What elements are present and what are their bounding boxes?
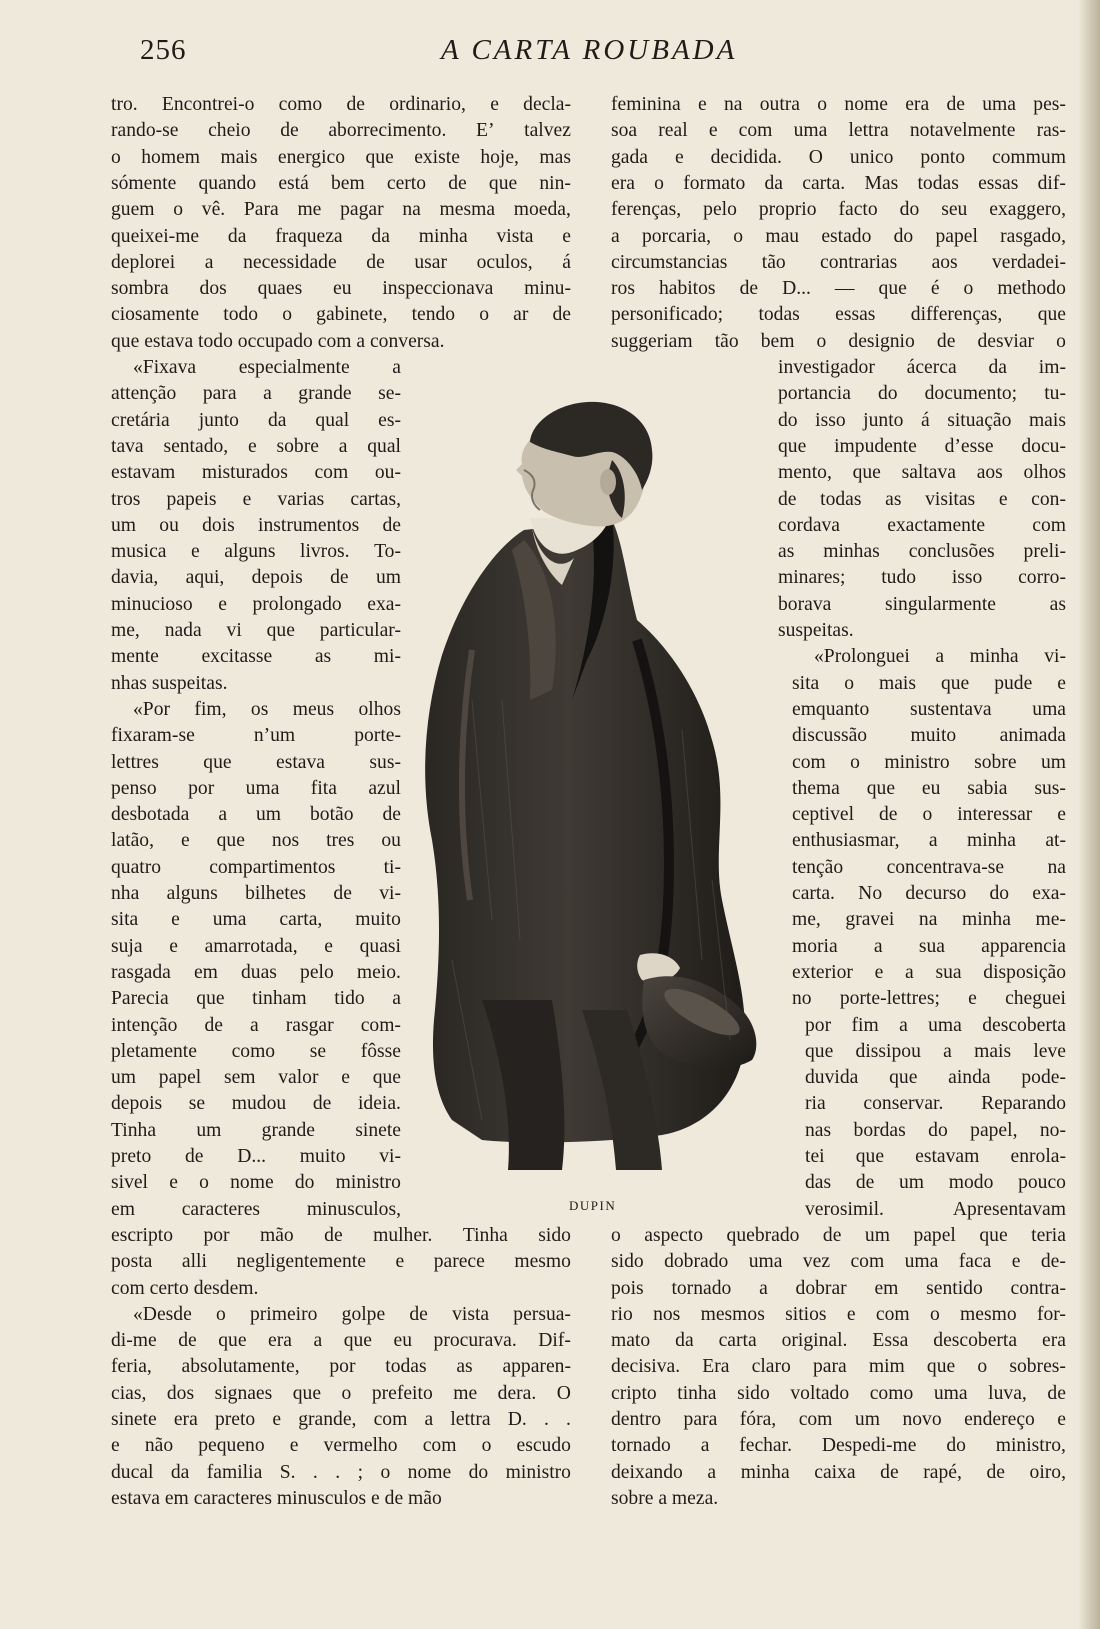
- text-line: com certo desdem.: [111, 1277, 259, 1299]
- text-line: ferenças, pelo proprio facto do seu exaggero,: [611, 199, 1066, 221]
- text-line: «Fixava especialmente a: [133, 357, 401, 378]
- text-line: me, gravei na minha me-: [792, 909, 1066, 931]
- text-line: di-me de que era a que eu procurava. Dif-: [111, 1330, 571, 1352]
- text-line: cripto tinha sido voltado como uma luva, de: [611, 1382, 1066, 1404]
- text-line: portancia do documento; tu-: [778, 383, 1066, 405]
- text-line: guem o vê. Para me pagar na mesma moeda,: [111, 199, 571, 221]
- text-line: davia, aqui, depois de um: [111, 567, 401, 589]
- text-line: sita e uma carta, muito: [111, 909, 401, 931]
- text-line: depois se mudou de ideia.: [111, 1093, 401, 1115]
- text-line: tro. Encontrei-o como de ordinario, e decla-: [111, 94, 571, 115]
- text-line: thema que eu sabia sus-: [792, 777, 1066, 799]
- text-line: Tinha um grande sinete: [111, 1119, 401, 1141]
- text-line: duvida que ainda pode-: [805, 1067, 1066, 1089]
- text-line: rando-se cheio de aborrecimento. E’ talvez: [111, 120, 571, 142]
- text-line: ros habitos de D... — que é o methodo: [611, 278, 1066, 300]
- text-line: queixei-me da fraqueza da minha vista e: [111, 225, 571, 247]
- text-line: ducal da familia S. . . ; o nome do ministro: [111, 1461, 571, 1483]
- text-line: mente excitasse as mi-: [111, 646, 401, 668]
- dupin-portrait-illustration: [412, 400, 772, 1180]
- text-line: a porcaria, o mau estado do papel rasgado,: [611, 225, 1066, 247]
- text-line: sinete era preto e grande, com a lettra D. . .: [111, 1409, 571, 1430]
- text-line: pletamente como se fôsse: [111, 1040, 401, 1062]
- text-line: lettres que estava sus-: [111, 751, 401, 773]
- text-line: circumstancias tão contrarias aos verdadei-: [611, 251, 1066, 273]
- text-line: tros papeis e varias cartas,: [111, 488, 401, 510]
- text-line: suspeitas.: [778, 620, 854, 641]
- text-line: sombra dos quaes eu inspeccionava minu-: [111, 278, 571, 300]
- text-line: deplorei a necessidade de usar oculos, á: [111, 251, 571, 273]
- text-line: penso por uma fita azul: [111, 777, 401, 799]
- text-line: o homem mais energico que existe hoje, mas: [111, 146, 571, 168]
- page-edge-shadow: [1078, 0, 1100, 1629]
- text-line: que impudente d’esse docu-: [778, 435, 1066, 457]
- text-line: desbotada a um botão de: [111, 804, 401, 826]
- text-line: sido dobrado uma vez com uma faca e de-: [611, 1251, 1066, 1273]
- text-line: musica e alguns livros. To-: [111, 541, 401, 563]
- text-line: feminina e na outra o nome era de uma pes-: [611, 94, 1066, 115]
- text-line: borava singularmente as: [778, 593, 1066, 615]
- text-line: cordava exactamente com: [778, 514, 1066, 536]
- text-line: ciosamente todo o gabinete, tendo o ar de: [111, 304, 571, 326]
- text-line: verosimil. Apresentavam: [805, 1198, 1066, 1220]
- running-title: A CARTA ROUBADA: [441, 34, 738, 66]
- text-line: tenção concentrava-se na: [792, 856, 1066, 878]
- text-line: cretária junto da qual es-: [111, 409, 401, 431]
- text-line: as minhas conclusões preli-: [778, 541, 1066, 563]
- text-line: do isso junto á situação mais: [778, 409, 1066, 431]
- text-line: por fim a uma descoberta: [805, 1014, 1066, 1036]
- text-line: soa real e com uma lettra notavelmente ras-: [611, 120, 1066, 142]
- text-line: feria, absolutamente, por todas as apparen-: [111, 1356, 571, 1378]
- text-line: rasgada em duas pelo meio.: [111, 961, 401, 983]
- text-line: carta. No decurso do exa-: [792, 883, 1066, 904]
- text-line: e não pequeno e vermelho com o escudo: [111, 1435, 571, 1457]
- text-line: intenção de a rasgar com-: [111, 1014, 401, 1036]
- text-line: «Por fim, os meus olhos: [133, 698, 401, 720]
- text-line: sobre a meza.: [611, 1487, 719, 1509]
- text-line: ceptivel de o interessar e: [792, 804, 1066, 826]
- text-line: tornado a fechar. Despedi-me do ministro,: [611, 1435, 1066, 1457]
- text-line: mato da carta original. Essa descoberta era: [611, 1330, 1066, 1352]
- text-line: deixando a minha caixa de rapé, de oiro,: [611, 1461, 1066, 1483]
- text-line: o aspecto quebrado de um papel que teria: [611, 1224, 1066, 1246]
- text-line: tava sentado, e sobre a qual: [111, 435, 401, 457]
- text-line: minucioso e prolongado exa-: [111, 593, 401, 615]
- text-line: rio nos mesmos sitios e com o mesmo for-: [611, 1303, 1066, 1325]
- text-line: um papel sem valor e que: [111, 1067, 401, 1089]
- text-line: em caracteres minusculos,: [111, 1198, 401, 1220]
- text-line: preto de D... muito vi-: [111, 1146, 401, 1167]
- text-line: quatro compartimentos ti-: [111, 856, 401, 878]
- text-line: das de um modo pouco: [805, 1172, 1066, 1194]
- text-line: emquanto sustentava uma: [792, 698, 1066, 720]
- text-line: latão, e que nos tres ou: [111, 830, 401, 852]
- text-line: personificado; todas essas differenças, que: [611, 304, 1066, 326]
- text-line: pois tornado a dobrar em sentido contra-: [611, 1277, 1066, 1299]
- text-line: investigador ácerca da im-: [778, 357, 1066, 378]
- text-line: sómente quando está bem certo de que nin-: [111, 172, 571, 194]
- text-line: decisiva. Era claro para mim que o sobres-: [611, 1356, 1066, 1378]
- text-line: estava em caracteres minusculos e de mão: [111, 1487, 442, 1509]
- text-line: com o ministro sobre um: [792, 751, 1066, 773]
- text-line: fixaram-se n’um porte-: [111, 725, 401, 747]
- text-line: sita o mais que pude e: [792, 672, 1066, 694]
- text-line: nhas suspeitas.: [111, 672, 228, 694]
- text-line: «Prolonguei a minha vi-: [814, 646, 1066, 668]
- text-line: de todas as visitas e con-: [778, 488, 1066, 510]
- text-line: «Desde o primeiro golpe de vista persua-: [133, 1303, 571, 1325]
- text-line: tei que estavam enrola-: [805, 1146, 1066, 1167]
- text-line: sivel e o nome do ministro: [111, 1172, 401, 1194]
- text-line: minares; tudo isso corro-: [778, 567, 1066, 589]
- text-line: que estava todo occupado com a conversa.: [111, 330, 445, 352]
- text-line: nha alguns bilhetes de vi-: [111, 883, 401, 904]
- text-line: cias, dos signaes que o prefeito me dera. O: [111, 1382, 571, 1404]
- text-line: posta alli negligentemente e parece mesmo: [111, 1251, 571, 1273]
- text-line: dentro para fóra, com um novo endereço e: [611, 1409, 1066, 1430]
- text-line: gada e decidida. O unico ponto commum: [611, 146, 1066, 168]
- text-line: escripto por mão de mulher. Tinha sido: [111, 1224, 571, 1246]
- text-line: no porte-lettres; e cheguei: [792, 988, 1066, 1010]
- text-line: mento, que saltava aos olhos: [778, 462, 1066, 484]
- text-line: nas bordas do papel, no-: [805, 1119, 1066, 1141]
- text-line: suja e amarrotada, e quasi: [111, 935, 401, 957]
- text-line: estavam misturados com ou-: [111, 462, 401, 484]
- text-line: exterior e a sua disposição: [792, 961, 1066, 983]
- text-line: me, nada vi que particular-: [111, 620, 401, 641]
- illustration-caption: DUPIN: [569, 1198, 617, 1213]
- text-line: um ou dois instrumentos de: [111, 514, 401, 536]
- page-number: 256: [140, 34, 187, 66]
- text-line: suggeriam tão bem o designio de desviar o: [611, 330, 1066, 352]
- text-line: era o formato da carta. Mas todas essas dif-: [611, 172, 1066, 194]
- text-line: que dissipou a mais leve: [805, 1040, 1066, 1062]
- text-line: attenção para a grande se-: [111, 383, 401, 405]
- text-line: ria conservar. Reparando: [805, 1093, 1066, 1115]
- text-line: discussão muito animada: [792, 725, 1066, 747]
- text-line: Parecia que tinham tido a: [111, 988, 401, 1010]
- text-line: moria a sua apparencia: [792, 935, 1066, 957]
- text-line: enthusiasmar, a minha at-: [792, 830, 1066, 852]
